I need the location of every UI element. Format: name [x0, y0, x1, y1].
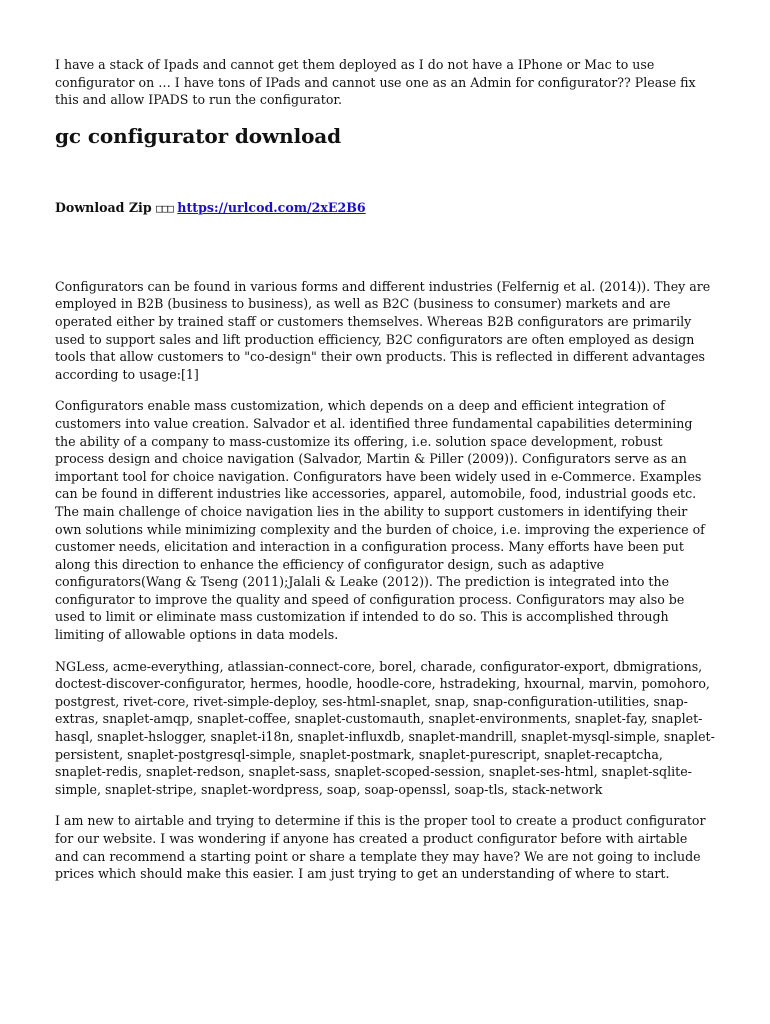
- page-title: gc configurator download: [55, 123, 342, 148]
- download-line: [55, 199, 715, 218]
- download-label: Download Zip: [55, 199, 152, 215]
- paragraph-package-list: NGLess, acme-everything, atlassian-connect-core, borel, charade, configurator-export, dbmigrations, doctest-discover-configurator, hermes, hoodle, hoodle-core, hstradeking, hxournal, marvin, pomohoro, postgrest, rivet-core, rivet-simple-deploy, ses-html-snaplet, snap, snap-configuration-utilities, snap-extras, snaplet-amqp, snaplet-coffee, snaplet-customauth, snaplet-environments, snaplet-fay, snaplet-hasql, snaplet-hslogger, snaplet-i18n, snaplet-influxdb, snaplet-mandrill, snaplet-mysql-simple, snaplet-persistent, snaplet-postgresql-simple, snaplet-postmark, snaplet-purescript, snaplet-recaptcha, snaplet-redis, snaplet-redson, snaplet-sass, snaplet-scoped-session, snaplet-ses-html, snaplet-sqlite-simple, snaplet-stripe, snaplet-wordpress, soap, soap-openssl, soap-tls, stack-network: [55, 658, 715, 797]
- paragraph-airtable: I am new to airtable and trying to determine if this is the proper tool to create a product configurator for our website. I was wondering if anyone has created a product configurator before with airtable and can recommend a starting point or share a template they may have? We are not going to include prices which should make this easier. I am just trying to get an understanding of where to start.: [55, 813, 706, 882]
- document-page: [55, 56, 715, 897]
- paragraph-mass-customization: Configurators enable mass customization, which depends on a deep and efficient integration of customers into value creation. Salvador et al. identified three fundamental capabilities determining the ability of a company to mass-customize its offering, i.e. solution space development, robust process design and choice navigation (Salvador, Martin & Piller (2009)). Configurators serve as an important tool for choice navigation. Configurators have been widely used in e-Commerce. Examples can be found in different industries like accessories, apparel, automobile, food, industrial goods etc. The main challenge of choice navigation lies in the ability to support customers in identifying their own solutions while minimizing complexity and the burden of choice, i.e. improving the experience of customer needs, elicitation and interaction in a configuration process. Many efforts have been put along this direction to enhance the efficiency of configurator design, such as adaptive configurators(Wang & Tseng (2011);Jalali & Leake (2012)). The prediction is integrated into the configurator to improve the quality and speed of configuration process. Configurators may also be used to limit or eliminate mass customization if intended to do so. This is accomplished through limiting of allowable options in data models.: [55, 398, 705, 643]
- download-link[interactable]: https://urlcod.com/2xE2B6: [177, 199, 366, 215]
- article-body: [55, 278, 715, 883]
- placeholder-glyphs: □□□: [156, 201, 173, 215]
- intro-paragraph: I have a stack of Ipads and cannot get them deployed as I do not have a IPhone or Mac to use configurator on … I have tons of IPads and cannot use one as an Admin for configurator?? Please fix this and allow IPADS to run the configurator.: [55, 57, 696, 108]
- paragraph-usage: Configurators can be found in various forms and different industries (Felfernig et al. (2014)). They are employed in B2B (business to business), as well as B2C (business to consumer) markets and are operated either by trained staff or customers themselves. Whereas B2B configurators are primarily used to support sales and lift production efficiency, B2C configurators are often employed as design tools that allow customers to "co-design" their own products. This is reflected in different advantages according to usage:[1]: [55, 278, 711, 382]
